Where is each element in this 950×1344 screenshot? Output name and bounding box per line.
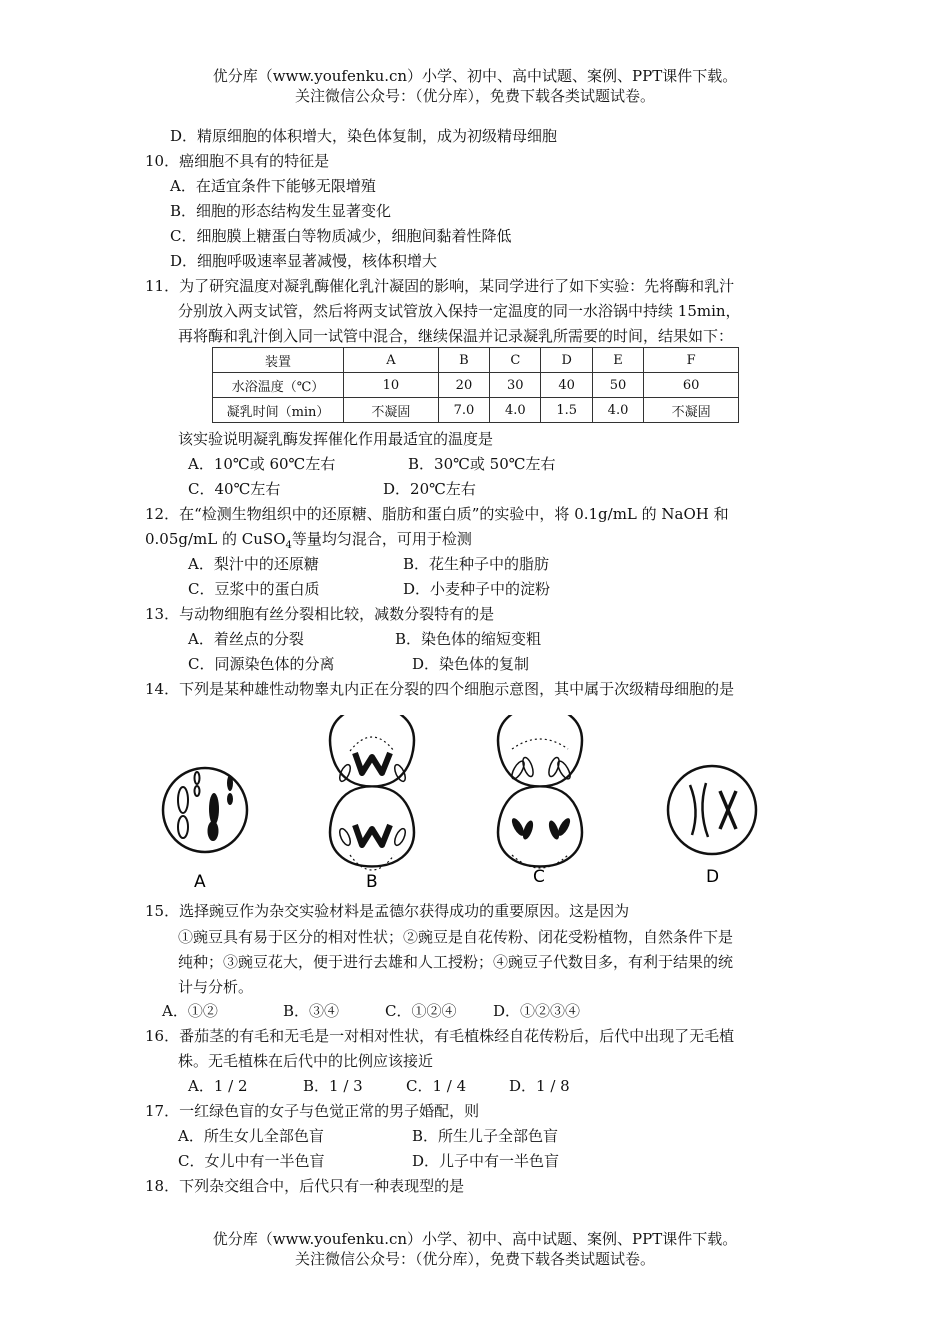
footer-line-1: 优分库（www.youfenku.cn）小学、初中、高中试题、案例、PPT课件下载。 [212, 1230, 738, 1248]
temperature-cell: 20 [438, 373, 489, 398]
q15-line-3: 计与分析。 [178, 978, 254, 996]
device-cell: B [438, 348, 489, 373]
q13-option-d: D．染色体的复制 [412, 655, 530, 673]
time-cell: 不凝固 [344, 398, 439, 423]
device-cell: A [344, 348, 439, 373]
device-cell: F [644, 348, 739, 373]
table-row-time [213, 398, 739, 423]
q13-stem: 13．与动物细胞有丝分裂相比较，减数分裂特有的是 [145, 605, 495, 623]
q12-stem-2-pre: 0.05g/mL 的 CuSO [145, 530, 286, 548]
temperature-cell: 30 [490, 373, 541, 398]
table-row-temperature [213, 373, 739, 398]
q11-stem-3: 再将酶和乳汁倒入同一试管中混合，继续保温并记录凝乳所需要的时间，结果如下： [178, 327, 734, 345]
q16-stem-1: 16．番茄茎的有毛和无毛是一对相对性状，有毛植株经自花传粉后，后代中出现了无毛植 [145, 1027, 735, 1045]
q15-stem: 15．选择豌豆作为杂交实验材料是孟德尔获得成功的重要原因。这是因为 [145, 902, 630, 920]
time-cell: 7.0 [438, 398, 489, 423]
cell-a-label: A [194, 872, 206, 890]
q12-stem-2-post: 等量均匀混合，可用于检测 [291, 530, 472, 548]
cell-c [498, 715, 582, 887]
time-cell: 不凝固 [644, 398, 739, 423]
q11-option-a: A．10℃或 60℃左右 [188, 455, 336, 473]
device-cell: D [541, 348, 592, 373]
q15-option-d: D．①②③④ [493, 1002, 581, 1020]
q17-option-a: A．所生女儿全部色盲 [178, 1127, 324, 1145]
row-label-device: 装置 [213, 348, 344, 373]
q11-stem-1: 11．为了研究温度对凝乳酶催化乳汁凝固的影响，某同学进行了如下实验：先将酶和乳汁 [145, 277, 735, 295]
q15-line-1: ①豌豆具有易于区分的相对性状；②豌豆是自花传粉、闭花受粉植物，自然条件下是 [178, 928, 734, 946]
q10-option-c: C．细胞膜上糖蛋白等物质减少，细胞间黏着性降低 [170, 227, 512, 245]
cell-b [330, 715, 414, 890]
temperature-cell: 50 [592, 373, 643, 398]
q15-option-b: B．③④ [283, 1002, 340, 1020]
q16-option-c: C．1 / 4 [406, 1077, 467, 1095]
header-line-1: 优分库（www.youfenku.cn）小学、初中、高中试题、案例、PPT课件下载。 [212, 67, 738, 85]
cell-d-label: D [706, 867, 720, 887]
q17-option-c: C．女儿中有一半色盲 [178, 1152, 325, 1170]
q16-stem-2: 株。无毛植株在后代中的比例应该接近 [178, 1052, 434, 1070]
cell-b-label: B [366, 872, 378, 890]
q12-option-a: A．梨汁中的还原糖 [188, 555, 319, 573]
q15-option-c: C．①②④ [385, 1002, 457, 1020]
cell-diagram-svg [150, 715, 800, 890]
q15-line-2: 纯种；③豌豆花大，便于进行去雄和人工授粉；④豌豆子代数目多，有利于结果的统 [178, 953, 734, 971]
device-cell: E [592, 348, 643, 373]
q12-option-d: D．小麦种子中的淀粉 [403, 580, 551, 598]
q18-stem: 18．下列杂交组合中，后代只有一种表现型的是 [145, 1177, 465, 1195]
q11-option-d: D．20℃左右 [383, 480, 476, 498]
page-header [0, 66, 950, 106]
q10-option-a: A．在适宜条件下能够无限增殖 [170, 177, 376, 195]
q11-stem-2: 分别放入两支试管，然后将两支试管放入保持一定温度的同一水浴锅中持续 15min， [178, 302, 741, 320]
q14-stem: 14．下列是某种雄性动物睾丸内正在分裂的四个细胞示意图，其中属于次级精母细胞的是 [145, 680, 735, 698]
q12-option-b: B．花生种子中的脂肪 [403, 555, 550, 573]
q16-option-b: B．1 / 3 [303, 1077, 363, 1095]
q11-question: 该实验说明凝乳酶发挥催化作用最适宜的温度是 [178, 430, 494, 448]
q12-subscript: 4 [285, 540, 292, 551]
q17-option-d: D．儿子中有一半色盲 [412, 1152, 560, 1170]
q10-option-d: D．细胞呼吸速率显著减慢，核体积增大 [170, 252, 438, 270]
q17-stem: 17．一红绿色盲的女子与色觉正常的男子婚配，则 [145, 1102, 480, 1120]
table-row-device [213, 348, 739, 373]
temperature-cell: 10 [344, 373, 439, 398]
row-label-temperature: 水浴温度（℃） [213, 373, 344, 398]
cell-a [163, 768, 247, 890]
page-footer [0, 1229, 950, 1269]
q16-option-a: A．1 / 2 [188, 1077, 248, 1095]
q12-stem-1: 12．在“检测生物组织中的还原糖、脂肪和蛋白质”的实验中，将 0.1g/mL 的 NaOH 和 [145, 505, 729, 523]
q11-option-b: B．30℃或 50℃左右 [408, 455, 556, 473]
q17-option-b: B．所生儿子全部色盲 [412, 1127, 559, 1145]
q10-stem: 10．癌细胞不具有的特征是 [145, 152, 330, 170]
row-label-time: 凝乳时间（min） [213, 398, 344, 423]
q16-option-d: D．1 / 8 [509, 1077, 570, 1095]
q14-cell-diagrams [150, 715, 800, 890]
q11-option-c: C．40℃左右 [188, 480, 281, 498]
time-cell: 4.0 [490, 398, 541, 423]
q9-option-d: D．精原细胞的体积增大，染色体复制，成为初级精母细胞 [170, 127, 558, 145]
time-cell: 1.5 [541, 398, 592, 423]
time-cell: 4.0 [592, 398, 643, 423]
cell-d [668, 766, 756, 887]
footer-line-2: 关注微信公众号：（优分库），免费下载各类试题试卷。 [294, 1250, 655, 1268]
q13-option-c: C．同源染色体的分离 [188, 655, 335, 673]
q13-option-a: A．着丝点的分裂 [188, 630, 304, 648]
q11-results-table [212, 347, 739, 423]
q12-option-c: C．豆浆中的蛋白质 [188, 580, 320, 598]
q10-option-b: B．细胞的形态结构发生显著变化 [170, 202, 392, 220]
q15-option-a: A．①② [162, 1002, 218, 1020]
q13-option-b: B．染色体的缩短变粗 [395, 630, 542, 648]
cell-c-label: C [533, 867, 545, 887]
device-cell: C [490, 348, 541, 373]
temperature-cell: 60 [644, 373, 739, 398]
header-line-2: 关注微信公众号：（优分库），免费下载各类试题试卷。 [294, 87, 655, 105]
temperature-cell: 40 [541, 373, 592, 398]
